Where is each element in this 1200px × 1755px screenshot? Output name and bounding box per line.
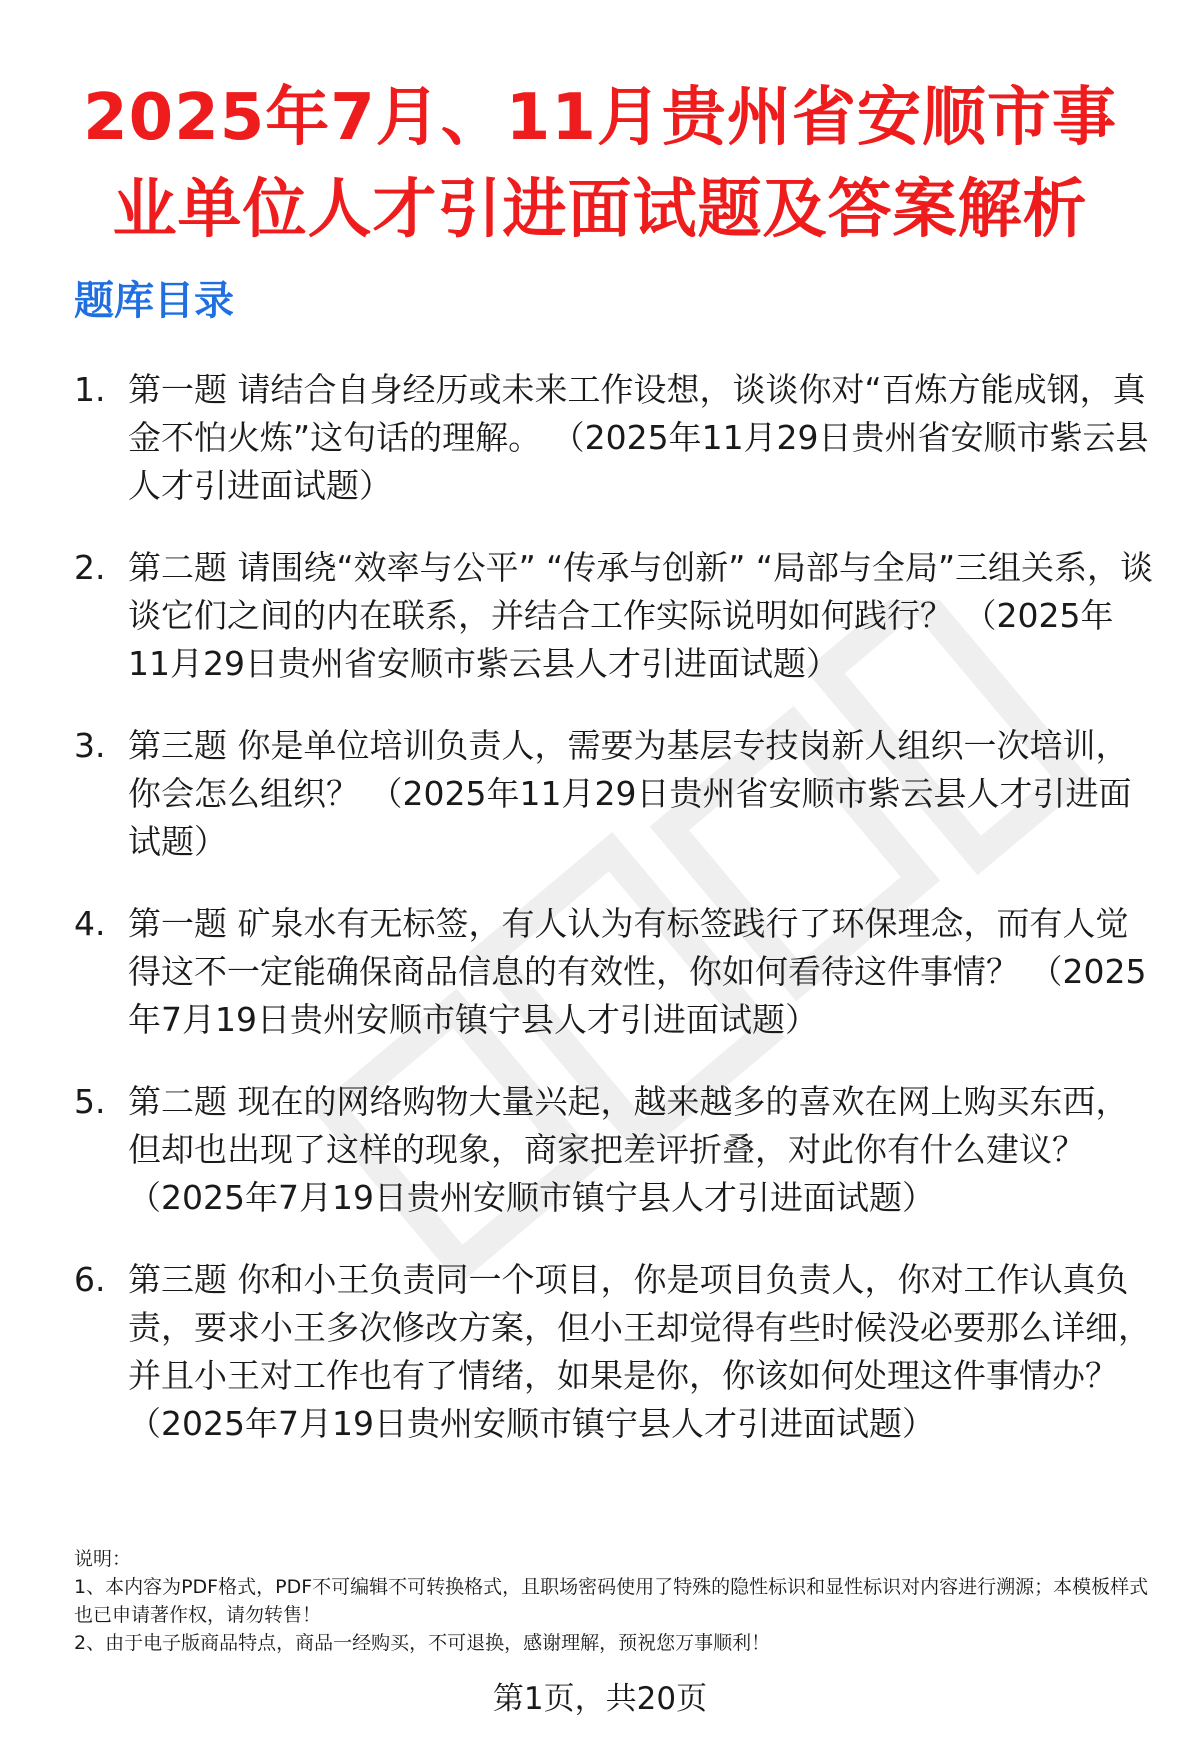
toc-item-text: 第一题 请结合自身经历或未来工作设想，谈谈你对“百炼方能成钢，真金不怕火炼”这句话的理解。 （2025年11月29日贵州省安顺市紫云县人才引进面试题） xyxy=(128,370,1149,505)
toc-item-text: 第二题 请围绕“效率与公平” “传承与创新” “局部与全局”三组关系，谈谈它们之间的内在联系，并结合工作实际说明如何践行？ （2025年11月29日贵州省安顺市紫云县人才引进面试题） xyxy=(128,548,1154,683)
title-line-2: 业单位人才引进面试题及答案解析 xyxy=(112,173,1088,247)
title-line-1: 2025年7月、11月贵州省安顺市事 xyxy=(83,81,1117,155)
toc-item-number: 5. xyxy=(74,1082,106,1121)
toc-item xyxy=(74,1078,1154,1222)
note-line-1: 1、本内容为PDF格式，PDF不可编辑不可转换格式，且职场密码使用了特殊的隐性标识和显性标识对内容进行溯源；本模板样式也已申请著作权，请勿转售！ xyxy=(74,1576,1149,1626)
toc-item-text: 第二题 现在的网络购物大量兴起，越来越多的喜欢在网上购买东西，但却也出现了这样的现象，商家把差评折叠，对此你有什么建议？ （2025年7月19日贵州安顺市镇宁县人才引进面试题） xyxy=(128,1082,1129,1217)
toc-item-number: 1. xyxy=(74,370,106,409)
toc-item xyxy=(74,1256,1154,1448)
toc-item xyxy=(74,544,1154,688)
toc-item-number: 2. xyxy=(74,548,106,587)
toc-item xyxy=(74,366,1154,510)
toc-item xyxy=(74,900,1154,1044)
note-line-2: 2、由于电子版商品特点，商品一经购买，不可退换，感谢理解，预祝您万事顺利！ xyxy=(74,1632,771,1654)
toc-list xyxy=(74,366,1154,1482)
toc-item xyxy=(74,722,1154,866)
toc-item-number: 6. xyxy=(74,1260,106,1299)
toc-item-text: 第三题 你是单位培训负责人，需要为基层专技岗新人组织一次培训，你会怎么组织？ （2025年11月29日贵州省安顺市紫云县人才引进面试题） xyxy=(128,726,1132,861)
notes-section xyxy=(74,1545,1154,1657)
toc-heading: 题库目录 xyxy=(74,278,234,324)
toc-item-text: 第三题 你和小王负责同一个项目，你是项目负责人，你对工作认真负责，要求小王多次修改方案，但小王却觉得有些时候没必要那么详细，并且小王对工作也有了情绪，如果是你，你该如何处理这件事情办？ （2025年7月19日贵州安顺市镇宁县人才引进面试题） xyxy=(128,1260,1151,1443)
document-title xyxy=(60,72,1140,256)
toc-item-text: 第一题 矿泉水有无标签，有人认为有标签践行了环保理念，而有人觉得这不一定能确保商品信息的有效性，你如何看待这件事情？ （2025年7月19日贵州安顺市镇宁县人才引进面试题） xyxy=(128,904,1147,1039)
toc-item-number: 3. xyxy=(74,726,106,765)
page-number-footer: 第1页，共20页 xyxy=(492,1681,708,1717)
toc-item-number: 4. xyxy=(74,904,106,943)
notes-heading: 说明： xyxy=(74,1548,132,1570)
